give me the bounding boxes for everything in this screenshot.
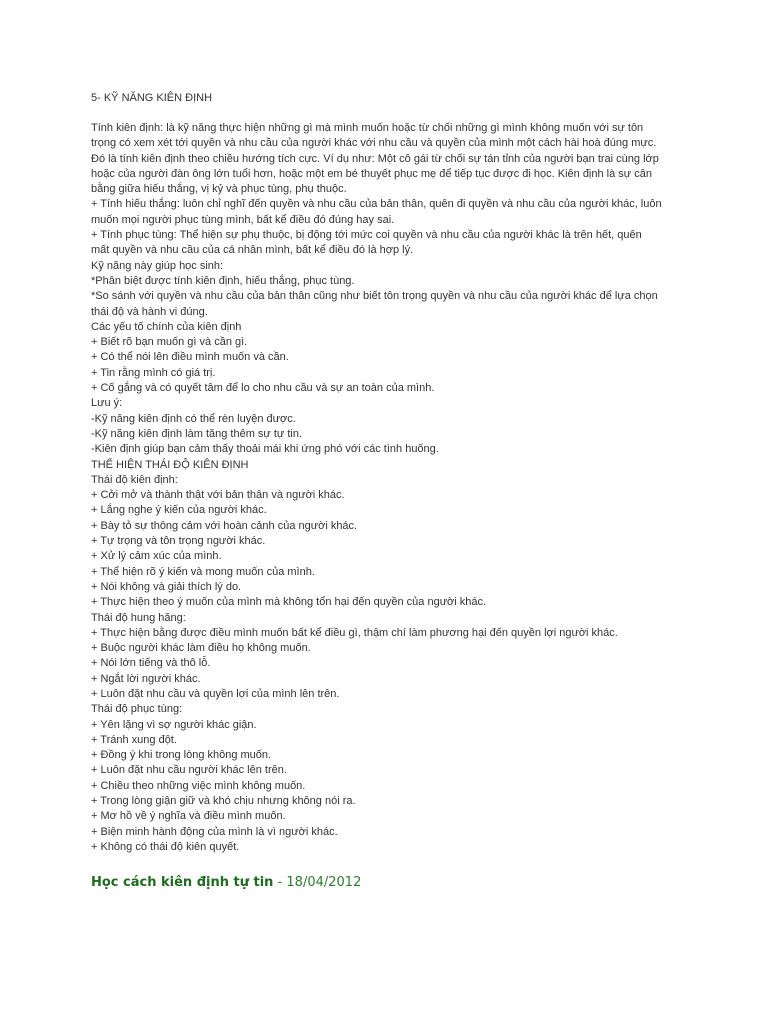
body-line: + Đồng ý khi trong lòng không muốn. bbox=[91, 749, 272, 762]
body-line: + Thực hiện theo ý muốn của mình mà không tổn hại đến quyền của người khác. bbox=[91, 596, 487, 609]
body-line: + Xử lý cảm xúc của mình. bbox=[91, 550, 222, 563]
body-line: + Có thể nói lên điều mình muốn và cần. bbox=[91, 351, 289, 364]
body-line: hoặc của người đàn ông lớn tuổi hơn, hoặc một em bé thuyết phục mẹ để tiếp tục được đi học. Kiên định là sự cân bbox=[91, 167, 652, 180]
body-line: Thái độ phục tùng: bbox=[91, 703, 183, 716]
body-line: + Ngắt lời người khác. bbox=[91, 672, 201, 685]
article-link-title[interactable]: Học cách kiên định tự tin bbox=[91, 875, 274, 890]
body-line: Kỹ năng này giúp học sinh: bbox=[91, 259, 224, 272]
body-line: bằng giữa hiếu thắng, vị kỷ và phục tùng, phụ thuộc. bbox=[91, 183, 347, 196]
body-line: + Bày tỏ sự thông cảm với hoàn cảnh của người khác. bbox=[91, 519, 358, 532]
body-line: Tính kiên định: là kỹ năng thực hiện những gì mà mình muốn hoặc từ chối những gì mình không muốn với sự tôn bbox=[91, 122, 644, 134]
body-line: thái độ và hành vi đúng. bbox=[91, 305, 208, 318]
footer-separator: - bbox=[273, 875, 287, 890]
body-line: + Tránh xung đột. bbox=[91, 733, 177, 746]
body-line: + Biện minh hành động của mình là vì người khác. bbox=[91, 825, 338, 838]
body-line: + Tin rằng mình có giá trị. bbox=[91, 366, 216, 379]
body-line: + Nói lớn tiếng và thô lỗ. bbox=[91, 657, 211, 670]
body-line: + Lắng nghe ý kiến của người khác. bbox=[91, 504, 267, 517]
body-line: Đó là tính kiên định theo chiều hướng tích cực. Ví dụ như: Một cô gái từ chối sự tán tỉnh của người bạn trai cùng lớp bbox=[91, 152, 659, 165]
body-line: muốn mọi người phục tùng mình, bất kể điều đó đúng hay sai. bbox=[91, 213, 395, 226]
section-heading: 5- KỸ NĂNG KIÊN ĐỊNH bbox=[91, 92, 213, 104]
body-line: *So sánh với quyền và nhu cầu của bản thân cũng như biết tôn trọng quyền và nhu cầu của người khác để lựa chọn bbox=[91, 290, 658, 303]
body-line: + Chiều theo những việc mình không muốn. bbox=[91, 779, 306, 792]
body-line: + Thực hiện bằng được điều mình muốn bất kể điều gì, thậm chí làm phương hại đến quyền lợi người khác. bbox=[91, 626, 618, 639]
body-line: + Yên lặng vì sợ người khác giận. bbox=[91, 718, 257, 731]
body-line: Lưu ý: bbox=[91, 397, 123, 410]
body-line: *Phân biệt được tính kiên định, hiếu thắng, phục tùng. bbox=[91, 274, 355, 287]
body-line: + Cởi mở và thành thật với bản thân và người khác. bbox=[91, 489, 345, 502]
body-line: Các yếu tố chính của kiên định bbox=[91, 320, 242, 333]
body-line: + Tự trọng và tôn trọng người khác. bbox=[91, 535, 266, 548]
body-line: + Cố gắng và có quyết tâm để lo cho nhu cầu và sự an toàn của mình. bbox=[91, 382, 435, 395]
body-line: + Tính hiếu thắng: luôn chỉ nghĩ đến quyền và nhu cầu của bản thân, quên đi quyền và nhu cầu của người khác, luôn bbox=[91, 198, 662, 211]
article-footer bbox=[91, 874, 361, 892]
body-line: + Luôn đặt nhu cầu và quyền lợi của mình lên trên. bbox=[91, 687, 340, 700]
body-line: + Mơ hồ về ý nghĩa và điều mình muốn. bbox=[91, 810, 286, 823]
body-line: + Buộc người khác làm điều họ không muốn. bbox=[91, 642, 311, 655]
document-body bbox=[91, 121, 681, 855]
body-line: THỂ HIỆN THÁI ĐỘ KIÊN ĐỊNH bbox=[91, 458, 249, 471]
body-line: + Thể hiện rõ ý kiến và mong muốn của mình. bbox=[91, 565, 315, 578]
body-line: -Kỹ năng kiên định có thể rèn luyện được. bbox=[91, 412, 296, 425]
body-line: + Biết rõ bạn muốn gì và cần gì. bbox=[91, 336, 248, 349]
document-page bbox=[91, 91, 681, 855]
article-date: 18/04/2012 bbox=[286, 875, 362, 890]
body-line: mất quyền và nhu cầu của cá nhân mình, bất kể điều đó là hợp lý. bbox=[91, 244, 414, 257]
body-line: + Không có thái độ kiên quyết. bbox=[91, 840, 240, 853]
body-line: + Luôn đặt nhu cầu người khác lên trên. bbox=[91, 764, 287, 777]
body-line: + Nói không và giải thích lý do. bbox=[91, 580, 242, 593]
body-line: + Tính phục tùng: Thể hiện sự phụ thuộc, bị động tới mức coi quyền và nhu cầu của người khác là trên hết, quên bbox=[91, 229, 642, 242]
body-line: -Kỹ năng kiên định làm tăng thêm sự tự tin. bbox=[91, 427, 302, 440]
body-line: Thái độ kiên định: bbox=[91, 473, 178, 486]
body-line: trọng có xem xét tới quyền và nhu cầu của người khác với nhu cầu và quyền của mình một cách hài hoà đúng mực. bbox=[91, 137, 657, 150]
body-line: + Trong lòng giận giữ và khó chịu nhưng không nói ra. bbox=[91, 795, 356, 808]
body-line: Thái độ hung hăng: bbox=[91, 611, 186, 624]
body-line: -Kiên định giúp bạn cảm thấy thoải mái khi ứng phó với các tình huống. bbox=[91, 443, 439, 456]
